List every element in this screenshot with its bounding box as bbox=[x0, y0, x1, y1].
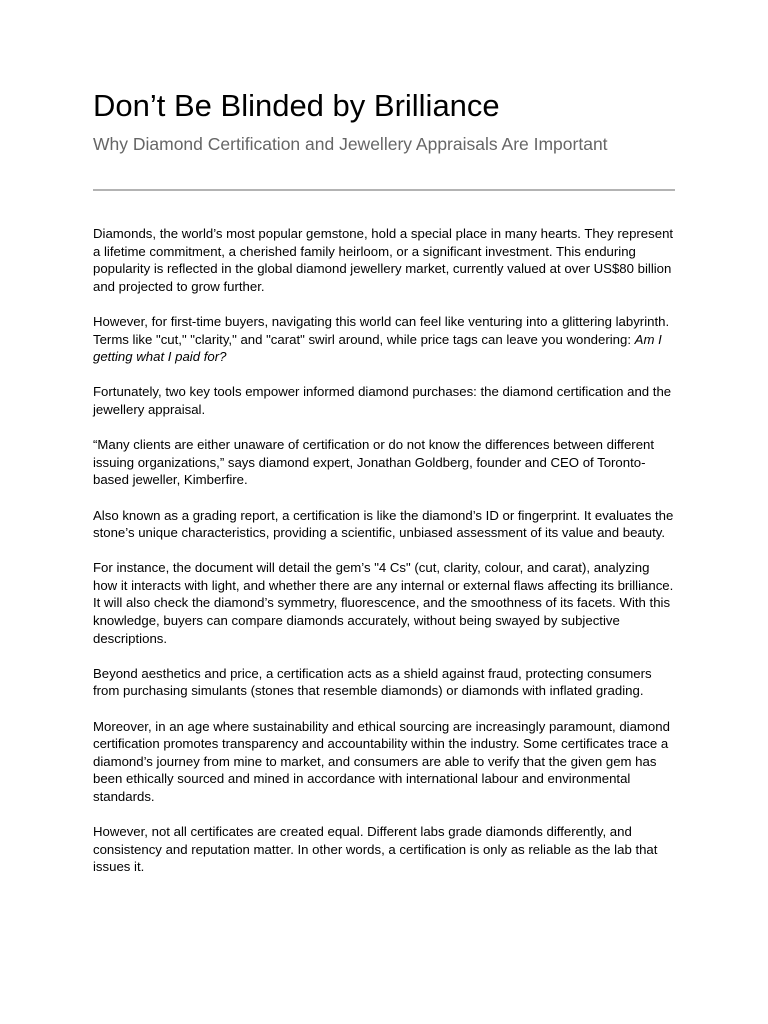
paragraph-quote: “Many clients are either unaware of certification or do not know the differences between different issuing organizations,” says diamond expert, Jonathan Goldberg, founder and CEO of Toronto-based jeweller, Kimberfire. bbox=[93, 437, 655, 488]
paragraph: Beyond aesthetics and price, a certification acts as a shield against fraud, protecting consumers from purchasing simulants (stones that resemble diamonds) or diamonds with inflated grading. bbox=[93, 665, 652, 699]
article-body bbox=[93, 225, 675, 894]
paragraph: Diamonds, the world’s most popular gemstone, hold a special place in many hearts. They represent a lifetime commitment, a cherished family heirloom, or a significant investment. This enduring popularity is reflected in the global diamond jewellery market, currently valued at over US$80 billion and projected to grow further. bbox=[93, 226, 674, 294]
paragraph: For instance, the document will detail the gem’s "4 Cs" (cut, clarity, colour, and carat), analyzing how it interacts with light, and whether there are any internal or external flaws affecting its brilliance. It will also check the diamond’s symmetry, fluorescence, and the smoothness of its facets. With this knowledge, buyers can compare diamonds accurately, without being swayed by subjective descriptions. bbox=[93, 560, 674, 646]
paragraph: Fortunately, two key tools empower informed diamond purchases: the diamond certification and the jewellery appraisal. bbox=[93, 384, 672, 417]
paragraph: However, not all certificates are created equal. Different labs grade diamonds differently, and consistency and reputation matter. In other words, a certification is only as reliable as the lab that issues it. bbox=[93, 824, 658, 875]
title-divider bbox=[93, 189, 675, 191]
paragraph: Also known as a grading report, a certification is like the diamond’s ID or fingerprint. It evaluates the stone’s unique characteristics, providing a scientific, unbiased assessment of its value and beauty. bbox=[93, 507, 674, 541]
paragraph-text: However, for first-time buyers, navigating this world can feel like venturing into a glittering labyrinth. Terms like "cut," "clarity," and "carat" swirl around, while price tags can leave you wondering: bbox=[93, 313, 670, 347]
document-subtitle: Why Diamond Certification and Jewellery Appraisals Are Important bbox=[93, 134, 608, 154]
paragraph-with-question bbox=[93, 313, 675, 366]
paragraph-italic-question: Am I getting what I paid for? bbox=[93, 331, 662, 365]
document-title: Don’t Be Blinded by Brilliance bbox=[93, 88, 500, 123]
paragraph: Moreover, in an age where sustainability and ethical sourcing are increasingly paramount, diamond certification promotes transparency and accountability within the industry. Some certificates trace a diamond’s journey from mine to market, and consumers are able to verify that the given gem has been ethically sourced and mined in accordance with international labour and environmental standards. bbox=[93, 718, 670, 804]
